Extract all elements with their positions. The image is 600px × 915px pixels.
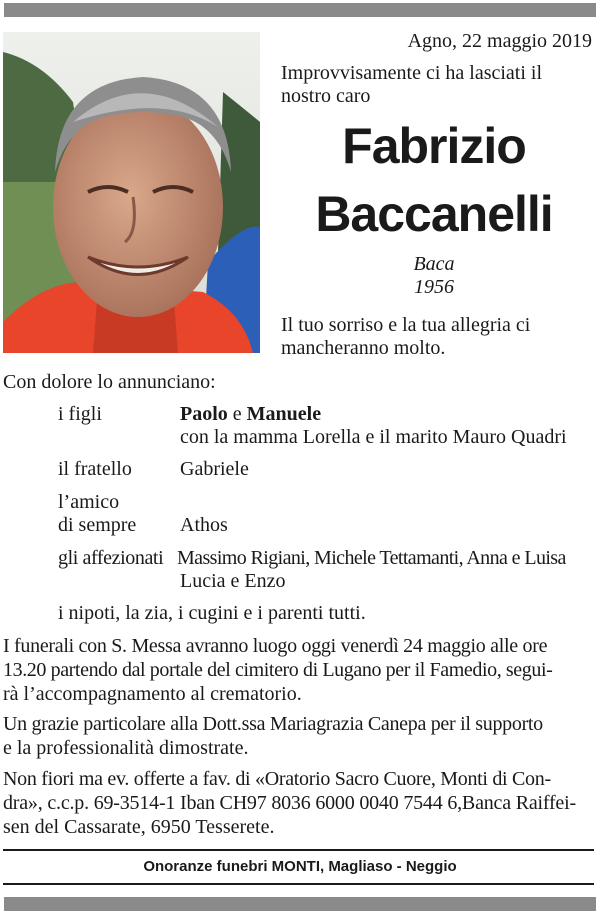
deceased-birth-year: 1956 [414,276,454,298]
children-joiner: e [227,403,247,425]
announce-label: Con dolore lo annunciano: [3,371,216,393]
brother-name: Gabriele [180,458,249,480]
farewell-message: Il tuo sorriso e la tua allegria ci mancheranno molto. [281,314,531,359]
date-place-line: Agno, 22 maggio 2019 [407,30,592,52]
funeral-line: 13.20 partendo dal portale del cimitero di Lugano per il Famedio, segui- [3,659,553,681]
deceased-last-name: Baccanelli [315,186,553,242]
friend-name: Athos [180,514,228,536]
deceased-nickname: Baca [413,253,455,275]
deceased-first-name: Fabrizio [342,118,526,174]
dear-ones-label: gli affezionati [58,547,164,569]
thanks-line: Un grazie particolare alla Dott.ssa Mariagrazia Canepa per il supporto [3,713,543,735]
dear-ones-names-2: Lucia e Enzo [180,570,286,592]
donations-line: dra», c.c.p. 69-3514-1 Iban CH97 8036 6000 0040 7544 6,Banca Raiffei- [3,792,576,814]
portrait-illustration [3,32,260,353]
deceased-photo [3,32,260,353]
children-line-2: con la mamma Lorella e il marito Mauro Quadri [180,426,567,448]
funeral-home-footer: Onoranze funebri MONTI, Magliaso - Neggio [143,858,457,875]
other-relatives: i nipoti, la zia, i cugini e i parenti tutti. [58,602,366,624]
friend-label-2: di sempre [58,514,137,536]
children-label: i figli [58,403,102,425]
funeral-line: I funerali con S. Messa avranno luogo oggi venerdì 24 maggio alle ore [3,635,548,657]
dear-ones-names-1: Massimo Rigiani, Michele Tettamanti, Anna e Luisa [177,547,566,569]
donations-line: Non fiori ma ev. offerte a fav. di «Oratorio Sacro Cuore, Monti di Con- [3,768,551,790]
friend-label-1: l’amico [58,491,120,513]
brother-label: il fratello [58,458,132,480]
thanks-line: e la professionalità dimostrate. [3,737,249,759]
footer-rule-top [3,849,594,851]
funeral-paragraph [3,634,593,706]
top-decorative-bar [4,3,596,17]
child-name-1: Paolo [180,403,228,425]
intro-text: Improvvisamente ci ha lasciati il nostro caro [281,62,543,107]
child-name-2: Manuele [246,403,322,425]
donations-line: sen del Cassarate, 6950 Tesserete. [3,816,275,838]
children-names [180,402,321,426]
thanks-paragraph [3,712,593,760]
funeral-line: rà l’accompagnamento al crematorio. [3,683,302,705]
bottom-decorative-bar [4,897,596,911]
footer-rule-bottom [3,883,594,885]
donations-paragraph [3,767,593,839]
